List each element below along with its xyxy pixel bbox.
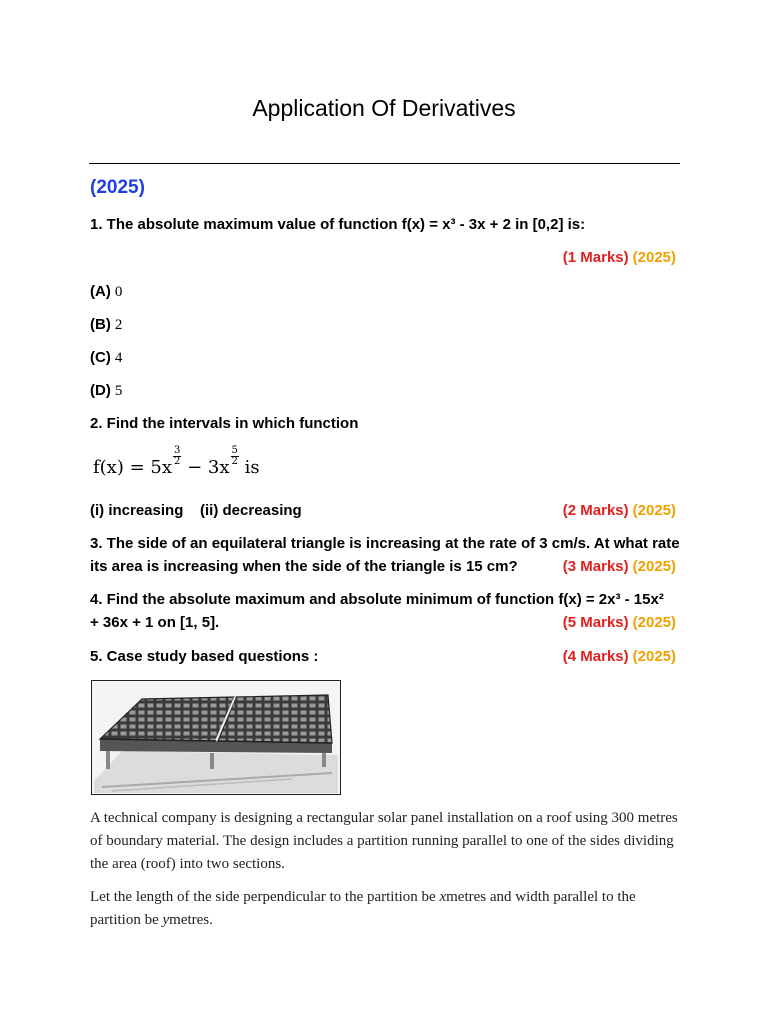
exponent-denominator: 2 [174, 456, 181, 467]
option-label: (C) [90, 349, 111, 366]
question-4-line-1: 4. Find the absolute maximum and absolute minimum of function f(x) = 2x³ - 15x² [90, 591, 664, 608]
option-value: 5 [114, 383, 123, 399]
formula-mid: − 3x [181, 457, 230, 478]
case-study-paragraph-2 [90, 886, 680, 932]
formula-tail: is [238, 457, 260, 478]
year-label: (2025) [632, 249, 676, 266]
para-text: metres and width parallel to the partition be [90, 889, 636, 928]
option-label: (B) [90, 316, 111, 333]
option-value: 2 [114, 317, 123, 333]
year-heading: (2025) [90, 177, 145, 198]
year-label: (2025) [632, 614, 676, 631]
question-2-formula [93, 446, 260, 478]
marks-label: (4 Marks) [562, 648, 629, 665]
marks-label: (1 Marks) [562, 249, 629, 266]
exponent-numerator: 3 [174, 445, 181, 456]
year-label: (2025) [632, 648, 676, 665]
page-title: Application Of Derivatives [252, 95, 516, 121]
question-3-line-2: its area is increasing when the side of the triangle is 15 cm? [90, 558, 518, 575]
year-label: (2025) [632, 502, 676, 519]
option-label: (A) [90, 283, 111, 300]
question-1-text: 1. The absolute maximum value of function f(x) = x³ - 3x + 2 in [0,2] is: [90, 216, 586, 233]
title-divider [89, 163, 680, 164]
year-label: (2025) [632, 558, 676, 575]
option-d [90, 382, 122, 400]
option-label: (D) [90, 382, 111, 399]
formula-lhs: f(x) = 5x [93, 457, 172, 478]
option-c [90, 349, 122, 367]
question-2-marks [563, 502, 676, 519]
exponent-fraction-2 [231, 446, 239, 467]
option-a [90, 283, 122, 301]
para-text: metres. [169, 912, 213, 928]
marks-label: (3 Marks) [562, 558, 629, 575]
case-study-paragraph-1: A technical company is designing a rectangular solar panel installation on a roof using 300 metres of boundary material. The design includes a partition running parallel to one of the sides dividing the area (roof) into two sections. [90, 810, 678, 872]
para-text: Let the length of the side perpendicular to the partition be [90, 889, 440, 905]
solar-panel-illustration [92, 681, 340, 794]
option-value: 4 [114, 350, 123, 366]
question-2-parts: (i) increasing (ii) decreasing [90, 502, 302, 519]
option-value: 0 [114, 284, 123, 300]
question-1-marks [563, 249, 676, 266]
marks-label: (5 Marks) [562, 614, 629, 631]
variable-y: y [162, 912, 170, 928]
solar-panel-image [91, 680, 341, 795]
question-3-line-1: 3. The side of an equilateral triangle is increasing at the rate of 3 cm/s. At what rate [90, 535, 680, 552]
question-4-marks [563, 614, 676, 631]
question-4-line-2: + 36x + 1 on [1, 5]. [90, 614, 220, 631]
question-2-text: 2. Find the intervals in which function [90, 415, 359, 432]
question-5-marks [563, 648, 676, 665]
question-5-text: 5. Case study based questions : [90, 648, 319, 665]
exponent-denominator: 2 [231, 456, 238, 467]
variable-x: x [439, 889, 447, 905]
exponent-numerator: 5 [231, 445, 238, 456]
marks-label: (2 Marks) [562, 502, 629, 519]
option-b [90, 316, 122, 334]
question-3-marks [563, 558, 676, 575]
